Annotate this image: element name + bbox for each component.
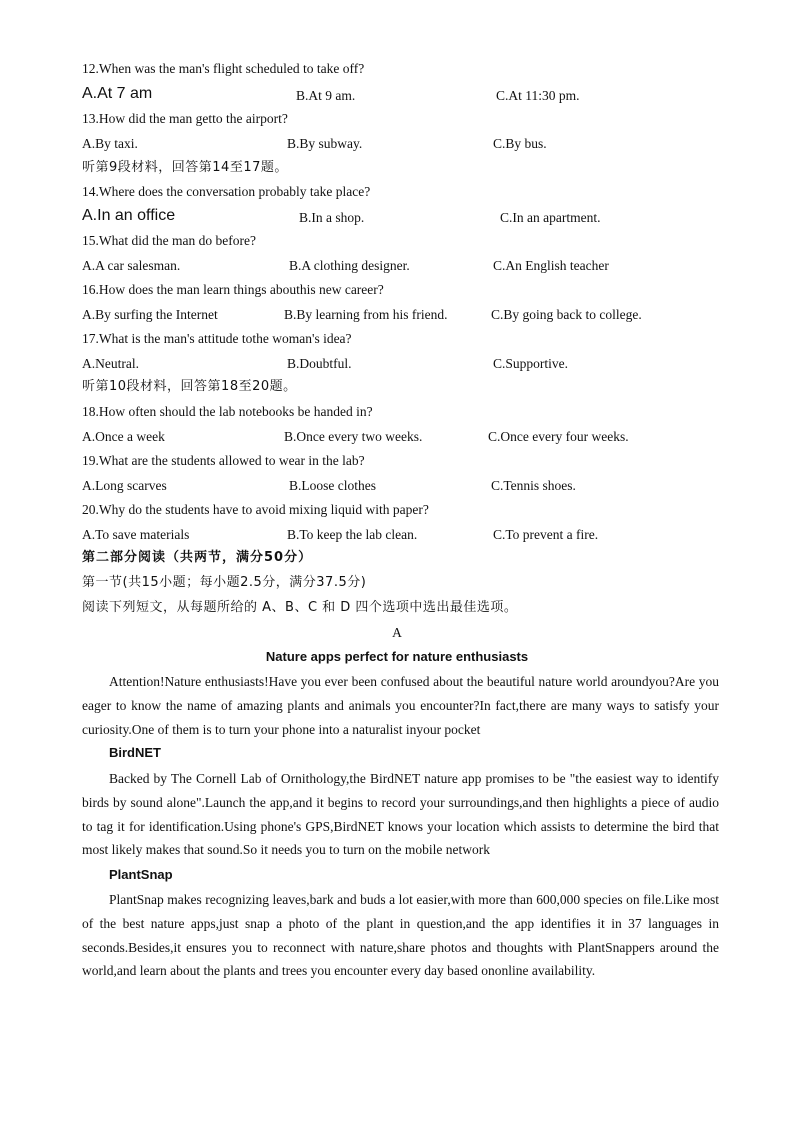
q19-option-b: B.Loose clothes	[289, 478, 376, 493]
question-14: 14.Where does the conversation probably take place?	[82, 184, 371, 199]
passage-letter: A	[392, 625, 402, 640]
question-13: 13.How did the man getto the airport?	[82, 111, 288, 126]
question-16: 16.How does the man learn things abouthis new career?	[82, 282, 384, 297]
q15-option-b: B.A clothing designer.	[289, 258, 410, 273]
q20-option-a: A.To save materials	[82, 527, 190, 542]
q20-option-c: C.To prevent a fire.	[493, 527, 599, 542]
q15-option-c: C.An English teacher	[493, 258, 609, 273]
q19-option-c: C.Tennis shoes.	[491, 478, 576, 493]
plantsnap-heading: PlantSnap	[109, 867, 173, 882]
q12-option-b: B.At 9 am.	[296, 88, 356, 103]
q17-option-c: C.Supportive.	[493, 356, 569, 371]
segment-9-instruction: 听第9段材料，回答第14至17题。	[82, 160, 288, 175]
q13-option-a: A.By taxi.	[82, 136, 138, 151]
question-15: 15.What did the man do before?	[82, 233, 256, 248]
question-18: 18.How often should the lab notebooks be handed in?	[82, 404, 373, 419]
q14-option-c: C.In an apartment.	[500, 210, 601, 225]
q12-option-c: C.At 11:30 pm.	[496, 88, 580, 103]
passage-intro-paragraph: Attention!Nature enthusiasts!Have you ever been confused about the beautiful nature world aroundyou?Are you eager to know the name of amazing plants and animals you encounter?In fact,there are many ways to satisfy your curiosity.One of them is to turn your phone into a naturalist inyour pocket	[82, 674, 719, 737]
passage-title: Nature apps perfect for nature enthusiasts	[265, 649, 529, 664]
q14-option-a: A.In an office	[82, 207, 176, 224]
segment-10-instruction: 听第10段材料，回答第18至20题。	[82, 379, 297, 394]
question-20: 20.Why do the students have to avoid mixing liquid with paper?	[82, 502, 429, 517]
q17-option-b: B.Doubtful.	[287, 356, 352, 371]
question-19: 19.What are the students allowed to wear in the lab?	[82, 453, 365, 468]
birdnet-paragraph: Backed by The Cornell Lab of Ornithology,the BirdNET nature app promises to be "the easiest way to identify birds by sound alone".Launch the app,and it begins to record your surroundings,and then highlights a piece of audio to tag it for identification.Using phone's GPS,BirdNET knows your location which assists to determine the bird that most likely makes that sound.So it needs you to turn on the mobile network	[82, 771, 719, 858]
plantsnap-paragraph: PlantSnap makes recognizing leaves,bark and buds a lot easier,with more than 600,000 species on file.Like most of the best nature apps,just snap a photo of the plant in question,and the app identifies it in 37 languages in seconds.Besides,it ensures you to reconnect with nature,share photos and thoughts with PlantSnappers around the world,and learn about the plants and trees you encounter every day based ononline availability.	[82, 892, 719, 979]
q13-option-c: C.By bus.	[493, 136, 547, 151]
q15-option-a: A.A car salesman.	[82, 258, 181, 273]
q20-option-b: B.To keep the lab clean.	[287, 527, 418, 542]
question-17: 17.What is the man's attitude tothe woman's idea?	[82, 331, 352, 346]
q14-option-b: B.In a shop.	[299, 210, 365, 225]
q16-option-c: C.By going back to college.	[491, 307, 642, 322]
reading-instruction: 阅读下列短文，从每题所给的 A、B、C 和 D 四个选项中选出最佳选项。	[82, 600, 518, 615]
q16-option-b: B.By learning from his friend.	[284, 307, 448, 322]
q17-option-a: A.Neutral.	[82, 356, 139, 371]
q18-option-c: C.Once every four weeks.	[488, 429, 629, 444]
section-1-heading: 第一节(共15小题；每小题2.5分，满分37.5分)	[82, 575, 367, 590]
q13-option-b: B.By subway.	[287, 136, 363, 151]
q12-option-a: A.At 7 am	[82, 85, 153, 102]
q16-option-a: A.By surfing the Internet	[82, 307, 218, 322]
question-12: 12.When was the man's flight scheduled to take off?	[82, 61, 365, 76]
q19-option-a: A.Long scarves	[82, 478, 167, 493]
q18-option-b: B.Once every two weeks.	[284, 429, 423, 444]
birdnet-heading: BirdNET	[109, 745, 161, 760]
q18-option-a: A.Once a week	[82, 429, 165, 444]
part-2-heading: 第二部分阅读（共两节，满分50分）	[82, 550, 313, 565]
